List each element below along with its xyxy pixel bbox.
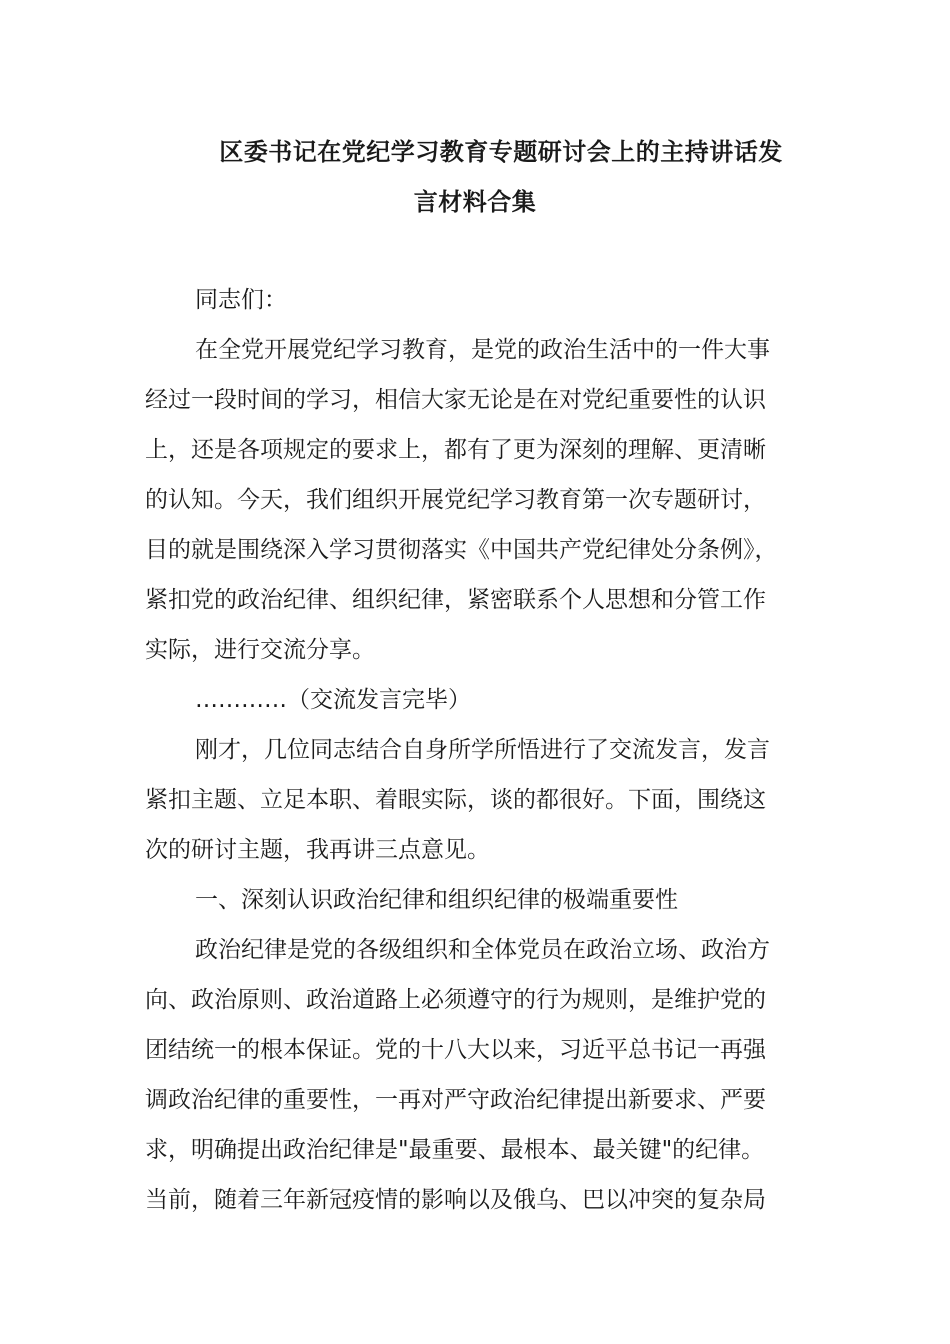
body-line: 当前，随着三年新冠疫情的影响以及俄乌、巴以冲突的复杂局 [145, 1187, 766, 1213]
body-line: 经过一段时间的学习，相信大家无论是在对党纪重要性的认识 [145, 387, 766, 413]
body-line: 向、政治原则、政治道路上必须遵守的行为规则，是维护党的 [145, 987, 766, 1013]
body-line: 上，还是各项规定的要求上，都有了更为深刻的理解、更清晰 [145, 437, 766, 463]
body-line: 目的就是围绕深入学习贯彻落实《中国共产党纪律处分条例》， [145, 537, 778, 563]
section-heading: 一、深刻认识政治纪律和组织纪律的极端重要性 [195, 887, 678, 913]
body-line: 政治纪律是党的各级组织和全体党员在政治立场、政治方 [195, 937, 770, 963]
body-line: 求，明确提出政治纪律是"最重要、最根本、最关键"的纪律。 [145, 1137, 765, 1163]
document-title-line-2: 言材料合集 [413, 188, 537, 216]
body-line: 实际，进行交流分享。 [145, 637, 375, 663]
body-line: 团结统一的根本保证。党的十八大以来，习近平总书记一再强 [145, 1037, 766, 1063]
body-line: 次的研讨主题，我再讲三点意见。 [145, 837, 490, 863]
body-line: 紧扣党的政治纪律、组织纪律，紧密联系个人思想和分管工作 [145, 587, 766, 613]
salutation: 同志们： [195, 287, 287, 313]
body-line: 刚才，几位同志结合自身所学所悟进行了交流发言，发言 [195, 737, 770, 763]
body-line: 紧扣主题、立足本职、着眼实际，谈的都很好。下面，围绕这 [145, 787, 766, 813]
exchange-note: …………（交流发言完毕） [195, 687, 471, 713]
document-title-line-1: 区委书记在党纪学习教育专题研讨会上的主持讲话发 [219, 138, 783, 166]
body-line: 的认知。今天，我们组织开展党纪学习教育第一次专题研讨， [145, 487, 766, 513]
body-line: 调政治纪律的重要性，一再对严守政治纪律提出新要求、严要 [145, 1087, 766, 1113]
body-line: 在全党开展党纪学习教育，是党的政治生活中的一件大事 [195, 337, 770, 363]
